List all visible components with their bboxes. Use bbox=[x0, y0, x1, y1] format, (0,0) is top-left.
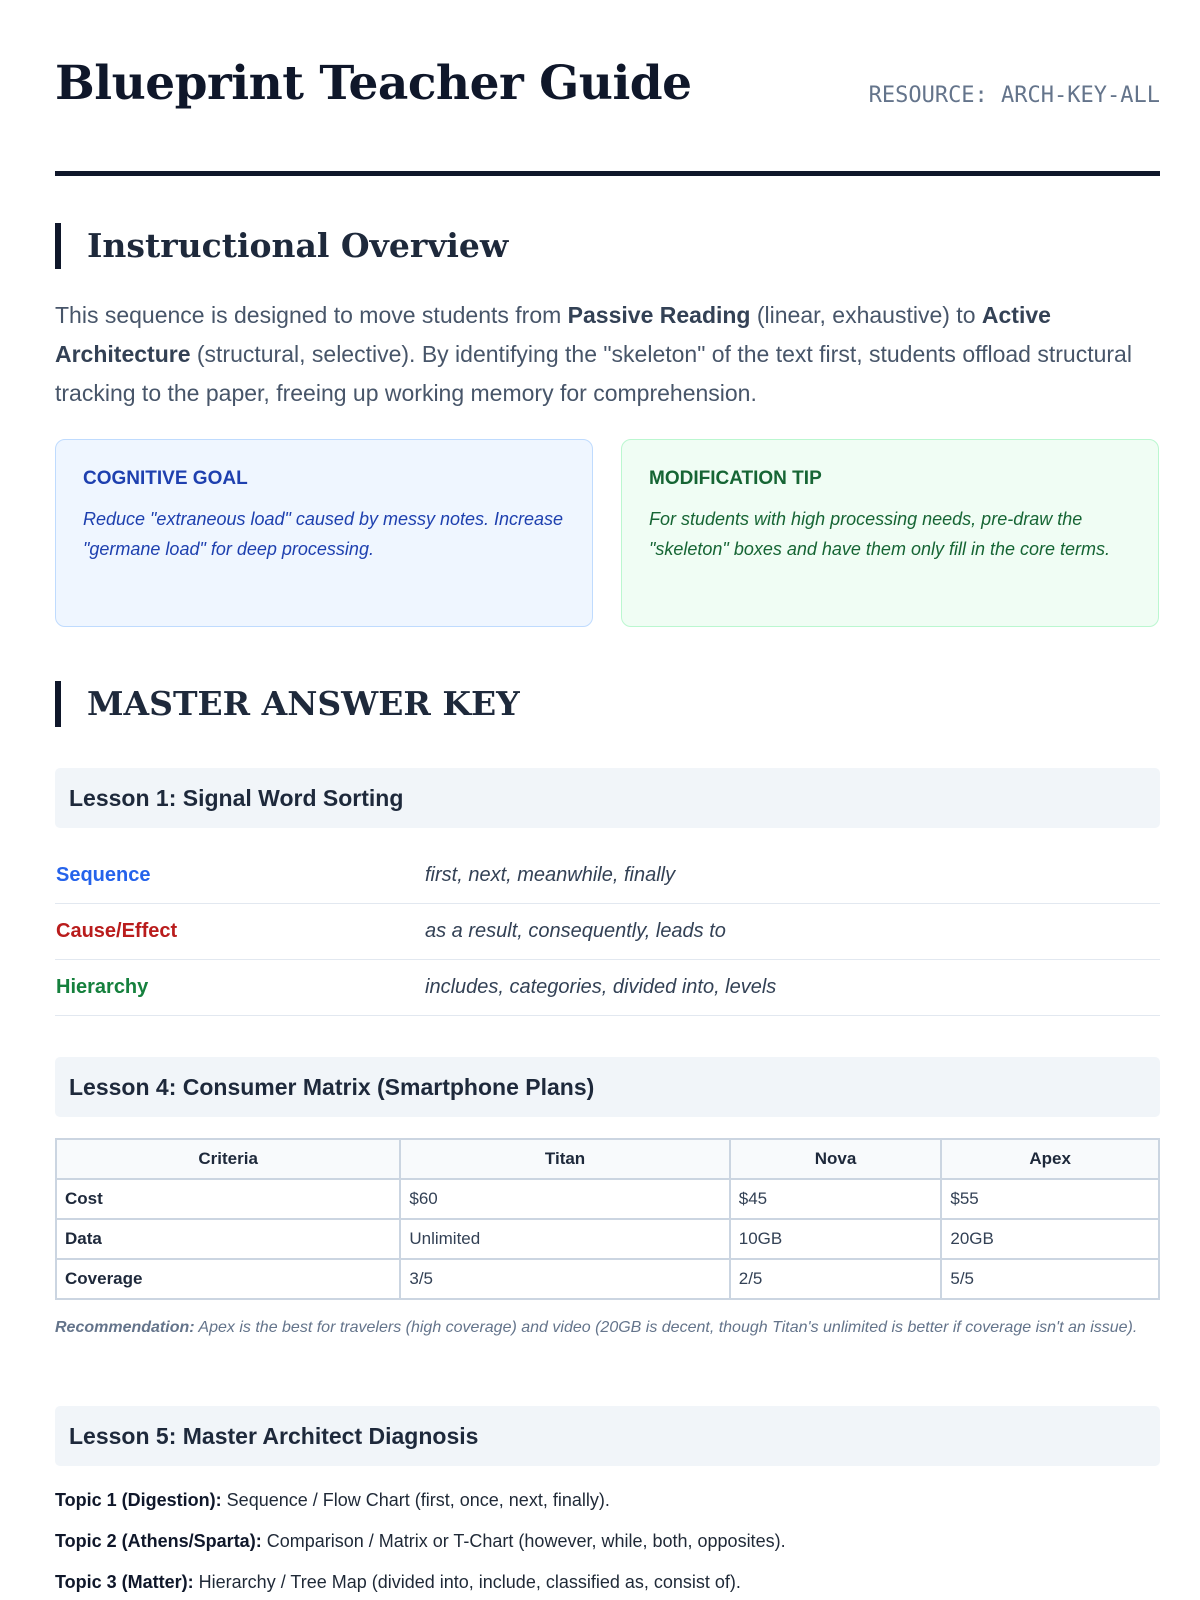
overview-heading: Instructional Overview bbox=[55, 223, 508, 269]
recommendation-text: Apex is the best for travelers (high coverage) and video (20GB is decent, though Titan's unlimited is better if coverage isn't an issue). bbox=[194, 1319, 1138, 1336]
lesson4-title: Lesson 4: Consumer Matrix (Smartphone Plans) bbox=[55, 1057, 1160, 1117]
page-title: Blueprint Teacher Guide bbox=[55, 56, 692, 111]
signal-row-sequence bbox=[55, 848, 1160, 904]
modification-tip-body: For students with high processing needs, pre-draw the "skeleton" boxes and have them only fill in the core terms. bbox=[649, 509, 1111, 559]
signal-category: Hierarchy bbox=[56, 976, 149, 998]
signal-row-hierarchy bbox=[55, 960, 1160, 1016]
table-row bbox=[56, 1259, 1159, 1299]
cognitive-goal-callout bbox=[55, 439, 593, 627]
signal-words: includes, categories, divided into, levels bbox=[425, 976, 777, 998]
matrix-cell: Unlimited bbox=[400, 1219, 729, 1259]
topic-text: Sequence / Flow Chart (first, once, next, finally). bbox=[221, 1490, 610, 1510]
modification-tip-callout bbox=[621, 439, 1159, 627]
matrix-row-label: Data bbox=[56, 1219, 400, 1259]
signal-word-table bbox=[55, 848, 1160, 1016]
overview-bold-active: Active Architecture bbox=[55, 302, 1051, 367]
matrix-header-titan: Titan bbox=[400, 1139, 729, 1179]
overview-text-2: (linear, exhaustive) to bbox=[750, 302, 982, 328]
overview-text-3: (structural, selective). By identifying the "skeleton" of the text first, students offload structural tracking to the paper, freeing up working memory for comprehension. bbox=[55, 341, 1132, 406]
matrix-cell: 3/5 bbox=[400, 1259, 729, 1299]
signal-words: first, next, meanwhile, finally bbox=[425, 864, 676, 886]
matrix-header-row bbox=[56, 1139, 1159, 1179]
recommendation-note bbox=[55, 1315, 1160, 1340]
table-row bbox=[56, 1219, 1159, 1259]
answer-key-heading: MASTER ANSWER KEY bbox=[55, 681, 520, 727]
matrix-cell: 2/5 bbox=[730, 1259, 942, 1299]
table-row bbox=[56, 1179, 1159, 1219]
matrix-row-label: Coverage bbox=[56, 1259, 400, 1299]
recommendation-label: Recommendation: bbox=[55, 1319, 195, 1336]
topic-text: Hierarchy / Tree Map (divided into, include, classified as, consist of). bbox=[193, 1572, 741, 1592]
topic-label: Topic 1 (Digestion): bbox=[55, 1490, 222, 1510]
cognitive-goal-body: Reduce "extraneous load" caused by messy notes. Increase "germane load" for deep processing. bbox=[83, 509, 564, 559]
matrix-header-nova: Nova bbox=[730, 1139, 942, 1179]
topic-label: Topic 2 (Athens/Sparta): bbox=[55, 1531, 262, 1551]
lesson1-title: Lesson 1: Signal Word Sorting bbox=[55, 768, 1160, 828]
overview-text-1: This sequence is designed to move students from bbox=[55, 302, 568, 328]
topic-2 bbox=[55, 1528, 786, 1554]
topic-3 bbox=[55, 1569, 741, 1595]
matrix-cell: 10GB bbox=[730, 1219, 942, 1259]
teacher-guide-page bbox=[55, 0, 1160, 1592]
signal-category: Sequence bbox=[56, 864, 151, 886]
topic-1 bbox=[55, 1487, 610, 1513]
matrix-row-label: Cost bbox=[56, 1179, 400, 1219]
signal-row-cause-effect bbox=[55, 904, 1160, 960]
consumer-matrix-table bbox=[55, 1138, 1160, 1300]
cognitive-goal-heading: COGNITIVE GOAL bbox=[83, 468, 248, 489]
signal-category: Cause/Effect bbox=[56, 920, 178, 942]
topic-label: Topic 3 (Matter): bbox=[55, 1572, 194, 1592]
matrix-cell: $55 bbox=[941, 1179, 1159, 1219]
modification-tip-heading: MODIFICATION TIP bbox=[649, 468, 822, 489]
overview-paragraph bbox=[55, 296, 1160, 413]
matrix-cell: $60 bbox=[400, 1179, 729, 1219]
overview-bold-passive: Passive Reading bbox=[567, 302, 751, 328]
signal-words: as a result, consequently, leads to bbox=[425, 920, 726, 942]
matrix-header-criteria: Criteria bbox=[56, 1139, 400, 1179]
matrix-header-apex: Apex bbox=[941, 1139, 1159, 1179]
matrix-cell: 20GB bbox=[941, 1219, 1159, 1259]
page-header bbox=[55, 0, 1160, 176]
matrix-cell: 5/5 bbox=[941, 1259, 1159, 1299]
resource-code: RESOURCE: ARCH-KEY-ALL bbox=[868, 83, 1160, 108]
lesson5-title: Lesson 5: Master Architect Diagnosis bbox=[55, 1406, 1160, 1466]
topic-text: Comparison / Matrix or T-Chart (however, while, both, opposites). bbox=[261, 1531, 786, 1551]
matrix-cell: $45 bbox=[730, 1179, 942, 1219]
